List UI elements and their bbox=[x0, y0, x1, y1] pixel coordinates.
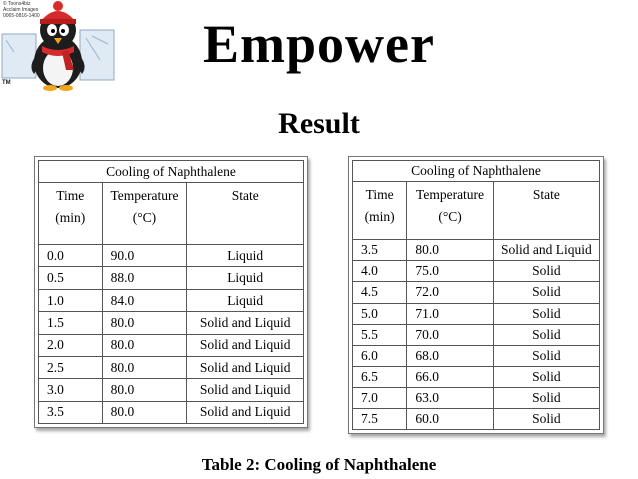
table-row bbox=[39, 401, 304, 423]
table-row bbox=[39, 289, 304, 311]
cell-temperature: 80.0 bbox=[102, 401, 187, 423]
table-row bbox=[353, 324, 600, 345]
cell-temperature: 75.0 bbox=[407, 261, 493, 282]
data-table bbox=[352, 160, 600, 430]
table-row bbox=[39, 312, 304, 334]
column-header-temperature bbox=[407, 182, 493, 240]
cell-time: 4.5 bbox=[353, 282, 407, 303]
cell-state: Solid bbox=[493, 324, 599, 345]
cell-temperature: 63.0 bbox=[407, 387, 493, 408]
column-header-state: State bbox=[493, 182, 599, 240]
table-row bbox=[353, 408, 600, 429]
cell-state: Liquid bbox=[187, 289, 304, 311]
column-header-time-label: Time bbox=[365, 187, 394, 203]
table-row bbox=[39, 245, 304, 267]
cell-time: 3.5 bbox=[353, 240, 407, 261]
table-row bbox=[353, 282, 600, 303]
table-row bbox=[353, 303, 600, 324]
cell-state: Solid bbox=[493, 261, 599, 282]
cell-state: Solid and Liquid bbox=[187, 312, 304, 334]
table-row bbox=[39, 356, 304, 378]
table-row bbox=[353, 366, 600, 387]
cell-state: Solid bbox=[493, 387, 599, 408]
column-header-time bbox=[353, 182, 407, 240]
figure-caption: Table 2: Cooling of Naphthalene bbox=[201, 455, 437, 474]
cell-state: Solid bbox=[493, 282, 599, 303]
cell-time: 7.0 bbox=[353, 387, 407, 408]
cell-time: 3.5 bbox=[39, 401, 103, 423]
cell-state: Liquid bbox=[187, 245, 304, 267]
cell-temperature: 68.0 bbox=[407, 345, 493, 366]
cell-temperature: 80.0 bbox=[407, 240, 493, 261]
cell-temperature: 72.0 bbox=[407, 282, 493, 303]
cell-time: 6.0 bbox=[353, 345, 407, 366]
logo-trademark: TM bbox=[2, 80, 11, 86]
column-header-temperature-label: Temperature bbox=[110, 188, 179, 204]
slide-subtitle: Result bbox=[278, 107, 360, 140]
data-table bbox=[38, 160, 304, 424]
cell-state: Liquid bbox=[187, 267, 304, 289]
cell-time: 1.0 bbox=[39, 289, 103, 311]
column-header-time-label: Time bbox=[56, 188, 85, 204]
table-row bbox=[353, 240, 600, 261]
column-header-temperature-label: Temperature bbox=[416, 187, 485, 203]
column-header-temperature bbox=[102, 183, 187, 245]
cell-state: Solid bbox=[493, 345, 599, 366]
cell-time: 0.5 bbox=[39, 267, 103, 289]
cooling-table-left bbox=[34, 156, 308, 428]
cell-temperature: 70.0 bbox=[407, 324, 493, 345]
cell-temperature: 80.0 bbox=[102, 334, 187, 356]
cell-temperature: 80.0 bbox=[102, 379, 187, 401]
cell-state: Solid bbox=[493, 303, 599, 324]
cell-temperature: 84.0 bbox=[102, 289, 187, 311]
cell-time: 5.0 bbox=[353, 303, 407, 324]
cell-state: Solid and Liquid bbox=[187, 334, 304, 356]
cell-temperature: 80.0 bbox=[102, 356, 187, 378]
cell-time: 2.5 bbox=[39, 356, 103, 378]
cell-time: 5.5 bbox=[353, 324, 407, 345]
column-header-temperature-unit: (°C) bbox=[438, 209, 462, 225]
cell-time: 1.5 bbox=[39, 312, 103, 334]
table-caption: Cooling of Naphthalene bbox=[353, 161, 600, 182]
table-row bbox=[353, 261, 600, 282]
column-header-time-unit: (min) bbox=[364, 209, 395, 225]
cell-temperature: 80.0 bbox=[102, 312, 187, 334]
cell-state: Solid and Liquid bbox=[187, 401, 304, 423]
logo-copyright-caption: © Toons4biz Acclaim Images 0065-0816-1400 bbox=[3, 1, 40, 19]
slide-title: Empower bbox=[203, 14, 435, 74]
cell-state: Solid and Liquid bbox=[493, 240, 599, 261]
cell-temperature: 60.0 bbox=[407, 408, 493, 429]
cell-temperature: 90.0 bbox=[102, 245, 187, 267]
table-row bbox=[353, 387, 600, 408]
cell-state: Solid bbox=[493, 366, 599, 387]
cell-time: 0.0 bbox=[39, 245, 103, 267]
table-caption: Cooling of Naphthalene bbox=[39, 161, 304, 183]
column-header-time bbox=[39, 183, 103, 245]
cell-temperature: 88.0 bbox=[102, 267, 187, 289]
table-row bbox=[39, 379, 304, 401]
cooling-table-right bbox=[348, 156, 604, 434]
table-row bbox=[353, 345, 600, 366]
column-header-time-unit: (min) bbox=[55, 210, 86, 226]
cell-time: 7.5 bbox=[353, 408, 407, 429]
cell-temperature: 71.0 bbox=[407, 303, 493, 324]
cell-state: Solid bbox=[493, 408, 599, 429]
cell-temperature: 66.0 bbox=[407, 366, 493, 387]
table-row bbox=[39, 267, 304, 289]
table-row bbox=[39, 334, 304, 356]
cell-time: 6.5 bbox=[353, 366, 407, 387]
column-header-temperature-unit: (°C) bbox=[132, 210, 157, 226]
cell-time: 3.0 bbox=[39, 379, 103, 401]
cell-time: 2.0 bbox=[39, 334, 103, 356]
column-header-state: State bbox=[187, 183, 304, 245]
cell-time: 4.0 bbox=[353, 261, 407, 282]
cell-state: Solid and Liquid bbox=[187, 379, 304, 401]
cell-state: Solid and Liquid bbox=[187, 356, 304, 378]
